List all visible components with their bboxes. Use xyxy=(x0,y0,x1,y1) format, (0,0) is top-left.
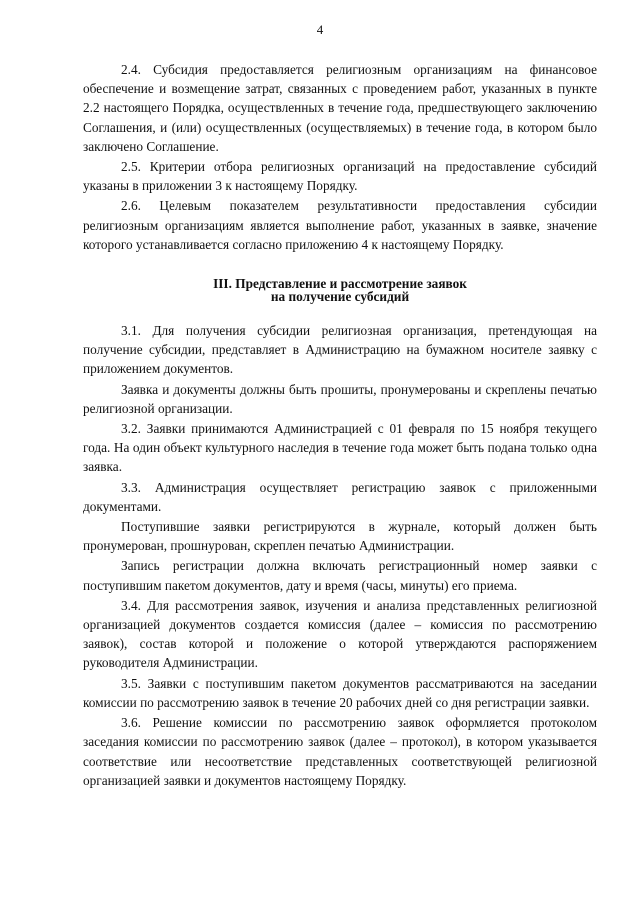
paragraph-3-4: 3.4. Для рассмотрения заявок, изучения и анализа представленных религиозной организацией документов создается комиссия (далее – комиссия по рассмотрению заявок), состав которой и положение о которой утверждаются распоряжением руководителя Администрации. xyxy=(83,597,597,671)
paragraph-3-2: 3.2. Заявки принимаются Администрацией с 01 февраля по 15 ноября текущего года. На один объект культурного наследия в течение года может быть подана только одна заявка. xyxy=(83,421,597,475)
paragraph-3-3-journal: Поступившие заявки регистрируются в журнале, который должен быть пронумерован, прошнурован, скреплен печатью Администрации. xyxy=(83,519,597,554)
paragraph-3-5: 3.5. Заявки с поступившим пакетом документов рассматриваются на заседании комиссии по рассмотрению заявок в течение 20 рабочих дней со дня регистрации заявки. xyxy=(83,675,597,710)
section-heading-line1: III. Представление и рассмотрение заявок xyxy=(213,276,467,292)
paragraph-3-3: 3.3. Администрация осуществляет регистрацию заявок с приложенными документами. xyxy=(83,479,597,514)
paragraph-2-4: 2.4. Субсидия предоставляется религиозным организациям на финансовое обеспечение и возмещение затрат, связанных с проведением работ, указанных в пункте 2.2 настоящего Порядка, осуществленных в течение года, предшествующего заключению Соглашения, и (или) осуществленных (осуществляемых) в течение года, в котором было заключено Соглашение. xyxy=(83,62,597,154)
paragraph-3-6: 3.6. Решение комиссии по рассмотрению заявок оформляется протоколом заседания комиссии по рассмотрению заявок (далее – протокол), в котором указывается соответствие или несоответствие представленных соответствующей религиозной организацией заявки и документов настоящему Порядку. xyxy=(83,715,597,788)
section-heading xyxy=(83,277,597,303)
paragraph-3-3-record: Запись регистрации должна включать регистрационный номер заявки с поступившим пакетом документов, дату и время (часы, минуты) его приема. xyxy=(83,558,597,593)
paragraph-2-6: 2.6. Целевым показателем результативности предоставления субсидии религиозным организациям является выполнение работ, указанных в заявке, значение которого устанавливается согласно приложению 4 к настоящему Порядку. xyxy=(83,198,597,252)
paragraph-2-5: 2.5. Критерии отбора религиозных организаций на предоставление субсидий указаны в приложении 3 к настоящему Порядку. xyxy=(83,159,597,194)
page-number: 4 xyxy=(316,22,324,37)
paragraph-3-1: 3.1. Для получения субсидии религиозная организация, претендующая на получение субсидии, представляет в Администрацию на бумажном носителе заявку с приложением документов. xyxy=(83,323,597,377)
paragraph-3-1-note: Заявка и документы должны быть прошиты, пронумерованы и скреплены печатью религиозной организации. xyxy=(83,381,597,416)
document-body xyxy=(83,60,597,791)
section-heading-line2: на получение субсидий xyxy=(270,289,410,305)
